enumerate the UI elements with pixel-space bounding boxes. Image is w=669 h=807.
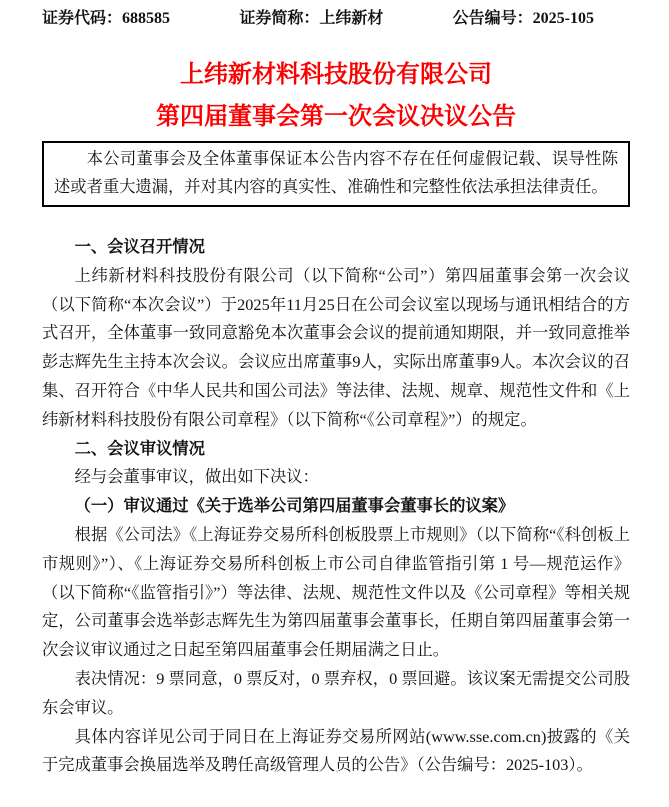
stock-abbr-value: 上纬新材 [319, 10, 384, 27]
document-body [42, 233, 630, 780]
notice-no [453, 8, 594, 30]
section1-paragraph: 上纬新材料科技股份有限公司（以下简称“公司”）第四届董事会第一次会议（以下简称“本次会议”）于2025年11月25日在公司会议室以现场与通讯相结合的方式召开，全体董事一致同意豁免本次董事会会议的提前通知期限，并一致同意推举彭志辉先生主持本次会议。会议应出席董事9人，实际出席董事9人。本次会议的召集、召开符合《中华人民共和国公司法》等法律、法规、规章、规范性文件和《上纬新材料科技股份有限公司章程》（以下简称“《公司章程》”）的规定。 [42, 265, 630, 429]
document-title-line1: 上纬新材料科技股份有限公司 [180, 61, 492, 88]
section2-intro: 经与会董事审议，做出如下决议： [74, 467, 319, 487]
notice-no-label: 公告编号： [452, 10, 533, 27]
notice-no-value: 2025-105 [532, 10, 594, 27]
section2-heading: 二、会议审议情况 [74, 439, 205, 458]
disclaimer-box [42, 141, 630, 207]
resolution1-vote-result: 表决情况：9 票同意，0 票反对，0 票弃权，0 票回避。该议案无需提交公司股东会审议。 [42, 668, 630, 717]
stock-abbr-label: 证券简称： [239, 10, 320, 27]
securities-info-row [42, 8, 630, 30]
stock-code-value: 688585 [122, 10, 171, 27]
disclaimer-text: 本公司董事会及全体董事保证本公告内容不存在任何虚假记载、误导性陈述或者重大遗漏，并对其内容的真实性、准确性和完整性依法承担法律责任。 [54, 149, 618, 196]
stock-abbr [239, 8, 383, 30]
resolution1-detail-reference: 具体内容详见公司于同日在上海证券交易所网站(www.sse.com.cn)披露的《关于完成董事会换届选举及聘任高级管理人员的公告》（公告编号：2025-103）。 [42, 726, 630, 775]
document-title-line2: 第四届董事会第一次会议决议公告 [156, 103, 516, 130]
resolution1-paragraph: 根据《公司法》《上海证券交易所科创板股票上市规则》（以下简称“《科创板上市规则》”）、《上海证券交易所科创板上市公司自律监管指引第 1 号—规范运作》（以下简称“《监管指引》”）等法律、法规、规范性文件以及《公司章程》等相关规定，公司董事会选举彭志辉先生为第四届董事会董事长，任期自第四届董事会第一次会议审议通过之日起至第四届董事会任期届满之日止。 [42, 524, 630, 660]
stock-code-label: 证券代码： [42, 10, 123, 27]
document-title [42, 54, 630, 138]
section1-heading: 一、会议召开情况 [74, 238, 205, 256]
resolution1-heading: （一）审议通过《关于选举公司第四届董事会董事长的议案》 [74, 497, 515, 516]
stock-code [42, 8, 170, 30]
